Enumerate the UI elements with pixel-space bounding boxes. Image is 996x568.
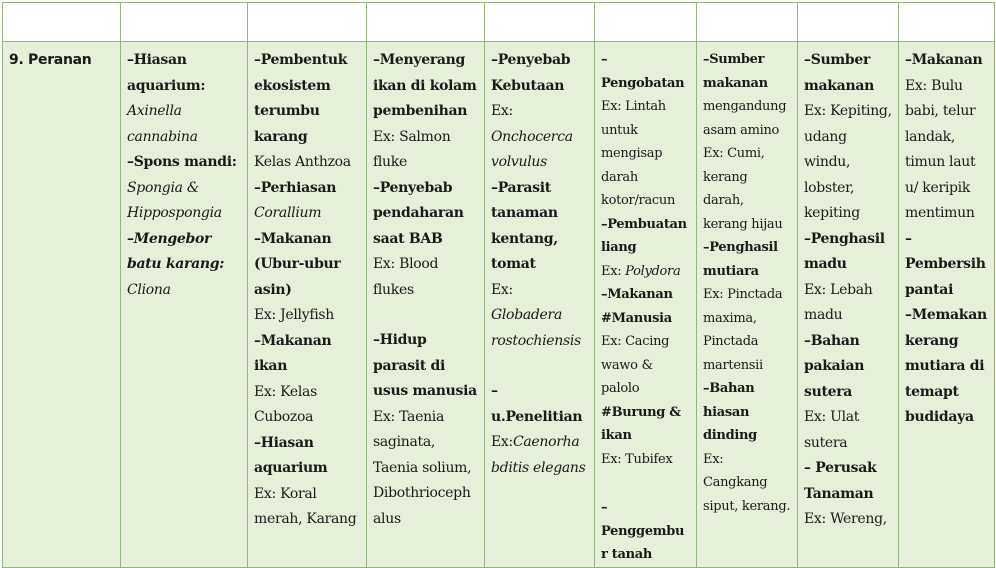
text-line: –Pengobatan — [601, 52, 685, 91]
text-line: #Burung & ikan — [601, 404, 681, 443]
text-line: –Bahan hiasan dinding — [703, 381, 757, 443]
species-name: Polydora — [625, 263, 681, 279]
text-line: –Pembuatan liang — [601, 216, 687, 255]
header-cell — [121, 3, 248, 42]
text-line: –Penghasil mutiara — [703, 240, 778, 279]
text-line: Ex: Ulat sutera — [804, 409, 860, 451]
echinodermata-cell — [899, 42, 995, 568]
text-line: #Manusia — [601, 310, 672, 326]
header-cell — [697, 3, 798, 42]
header-cell — [248, 3, 367, 42]
text-line: Kelas Anthzoa — [254, 154, 351, 170]
text-line: –Sumber makanan — [703, 52, 768, 91]
species-name: Spongia & Hippospongia — [127, 179, 222, 221]
text-line: Ex: Jellyfish — [254, 307, 335, 323]
header-row — [3, 3, 995, 42]
text-line: Ex: Bulu babi, telur landak, timun laut u/ keripik mentimun — [905, 77, 976, 221]
text-line: –Penggembur tanah — [601, 500, 685, 562]
text-line: Ex: Cangkang siput, kerang. — [703, 451, 791, 514]
text-line: Ex: — [491, 281, 513, 298]
text-line: Ex: Cacing wawo & palolo — [601, 334, 670, 396]
text-line: –Penyebab pendaharan saat BAB — [373, 179, 464, 247]
text-line: Ex: Blood flukes — [373, 256, 439, 298]
text-line: Ex: Salmon fluke — [373, 128, 451, 170]
species-name: Globadera rostochiensis — [491, 307, 581, 349]
species-name: Caenorhabditis elegans — [491, 434, 586, 476]
text-line: –Perhiasan — [254, 179, 337, 196]
text-line: Ex: Tubifex — [601, 451, 673, 467]
row-label-cell — [3, 42, 121, 568]
text-line: –Penyebab Kebutaan — [491, 52, 571, 94]
text-line: Ex: Koral merah, Karang — [254, 485, 357, 527]
text-line: –Hidup parasit di usus manusia — [373, 332, 477, 399]
text-line: –Makanan (Ubur-ubur asin) — [254, 230, 341, 298]
classification-table — [2, 2, 995, 568]
porifera-cell — [121, 42, 248, 568]
text-line: –Pembentuk ekosistem terumbu karang — [254, 52, 348, 145]
text-line: Ex: Wereng, — [804, 511, 887, 527]
text-line: Ex: Kepiting, udang windu, lobster, kepiting — [804, 103, 892, 221]
text-line: – Perusak Tanaman — [804, 460, 877, 502]
text-line: Ex: Pinctada maxima, Pinctada martensii — [703, 287, 783, 373]
mollusca-cell — [697, 42, 798, 568]
header-cell — [798, 3, 899, 42]
text-line: –Parasit tanaman kentang, tomat — [491, 179, 558, 272]
text-line: –Makanan ikan — [254, 332, 332, 374]
text-line: –Sumber makanan — [804, 52, 874, 94]
header-cell — [899, 3, 995, 42]
annelida-cell — [595, 42, 697, 568]
text-line: Ex: — [491, 103, 513, 119]
species-name: Onchocerca volvulus — [491, 128, 573, 170]
text-line: –Makanan — [905, 52, 983, 68]
text-line: –Hiasan aquarium: — [127, 52, 206, 94]
text-line: –Spons mandi: — [127, 154, 237, 170]
nemathelminthes-cell — [485, 42, 595, 568]
header-cell — [3, 3, 121, 42]
text-line: Ex: Lebah madu — [804, 281, 873, 323]
header-cell — [367, 3, 485, 42]
coelenterata-cell — [248, 42, 367, 568]
text-line: –Mengebor batu karang: — [127, 230, 225, 272]
text-line: Ex: Lintah untuk mengisap darah kotor/racun — [601, 99, 676, 208]
species-name: Axinella cannabina — [127, 103, 198, 145]
row-label: 9. Peranan — [9, 52, 92, 68]
text-line: –Pembersih pantai — [905, 230, 986, 298]
arthropoda-cell — [798, 42, 899, 568]
text-line: Ex: Taenia saginata, Taenia solium, Dibothriocephalus — [373, 408, 472, 527]
text-line: –Menyerang ikan di kolam pembenihan — [373, 52, 477, 119]
species-name: Corallium — [254, 205, 322, 221]
platyhelminthes-cell — [367, 42, 485, 568]
species-name: Cliona — [127, 281, 171, 298]
peranan-row — [3, 42, 995, 568]
header-cell — [485, 3, 595, 42]
text-line: Ex: Cumi, kerang darah, kerang hijau — [703, 146, 783, 232]
text-line: –Memakan kerang mutiara di temapt budidaya — [905, 307, 987, 425]
text-line: –Hiasan aquarium — [254, 434, 328, 476]
text-line: Ex: — [601, 263, 622, 279]
text-line: –Bahan pakaian sutera — [804, 332, 865, 400]
text-line: –u.Penelitian — [491, 383, 583, 425]
header-cell — [595, 3, 697, 42]
text-line: Ex: — [491, 434, 513, 450]
text-line: –Penghasil madu — [804, 230, 885, 272]
text-line: –Makanan — [601, 287, 673, 302]
text-line: mengandung asam amino — [703, 99, 787, 138]
text-line: Ex: Kelas Cubozoa — [254, 383, 317, 425]
